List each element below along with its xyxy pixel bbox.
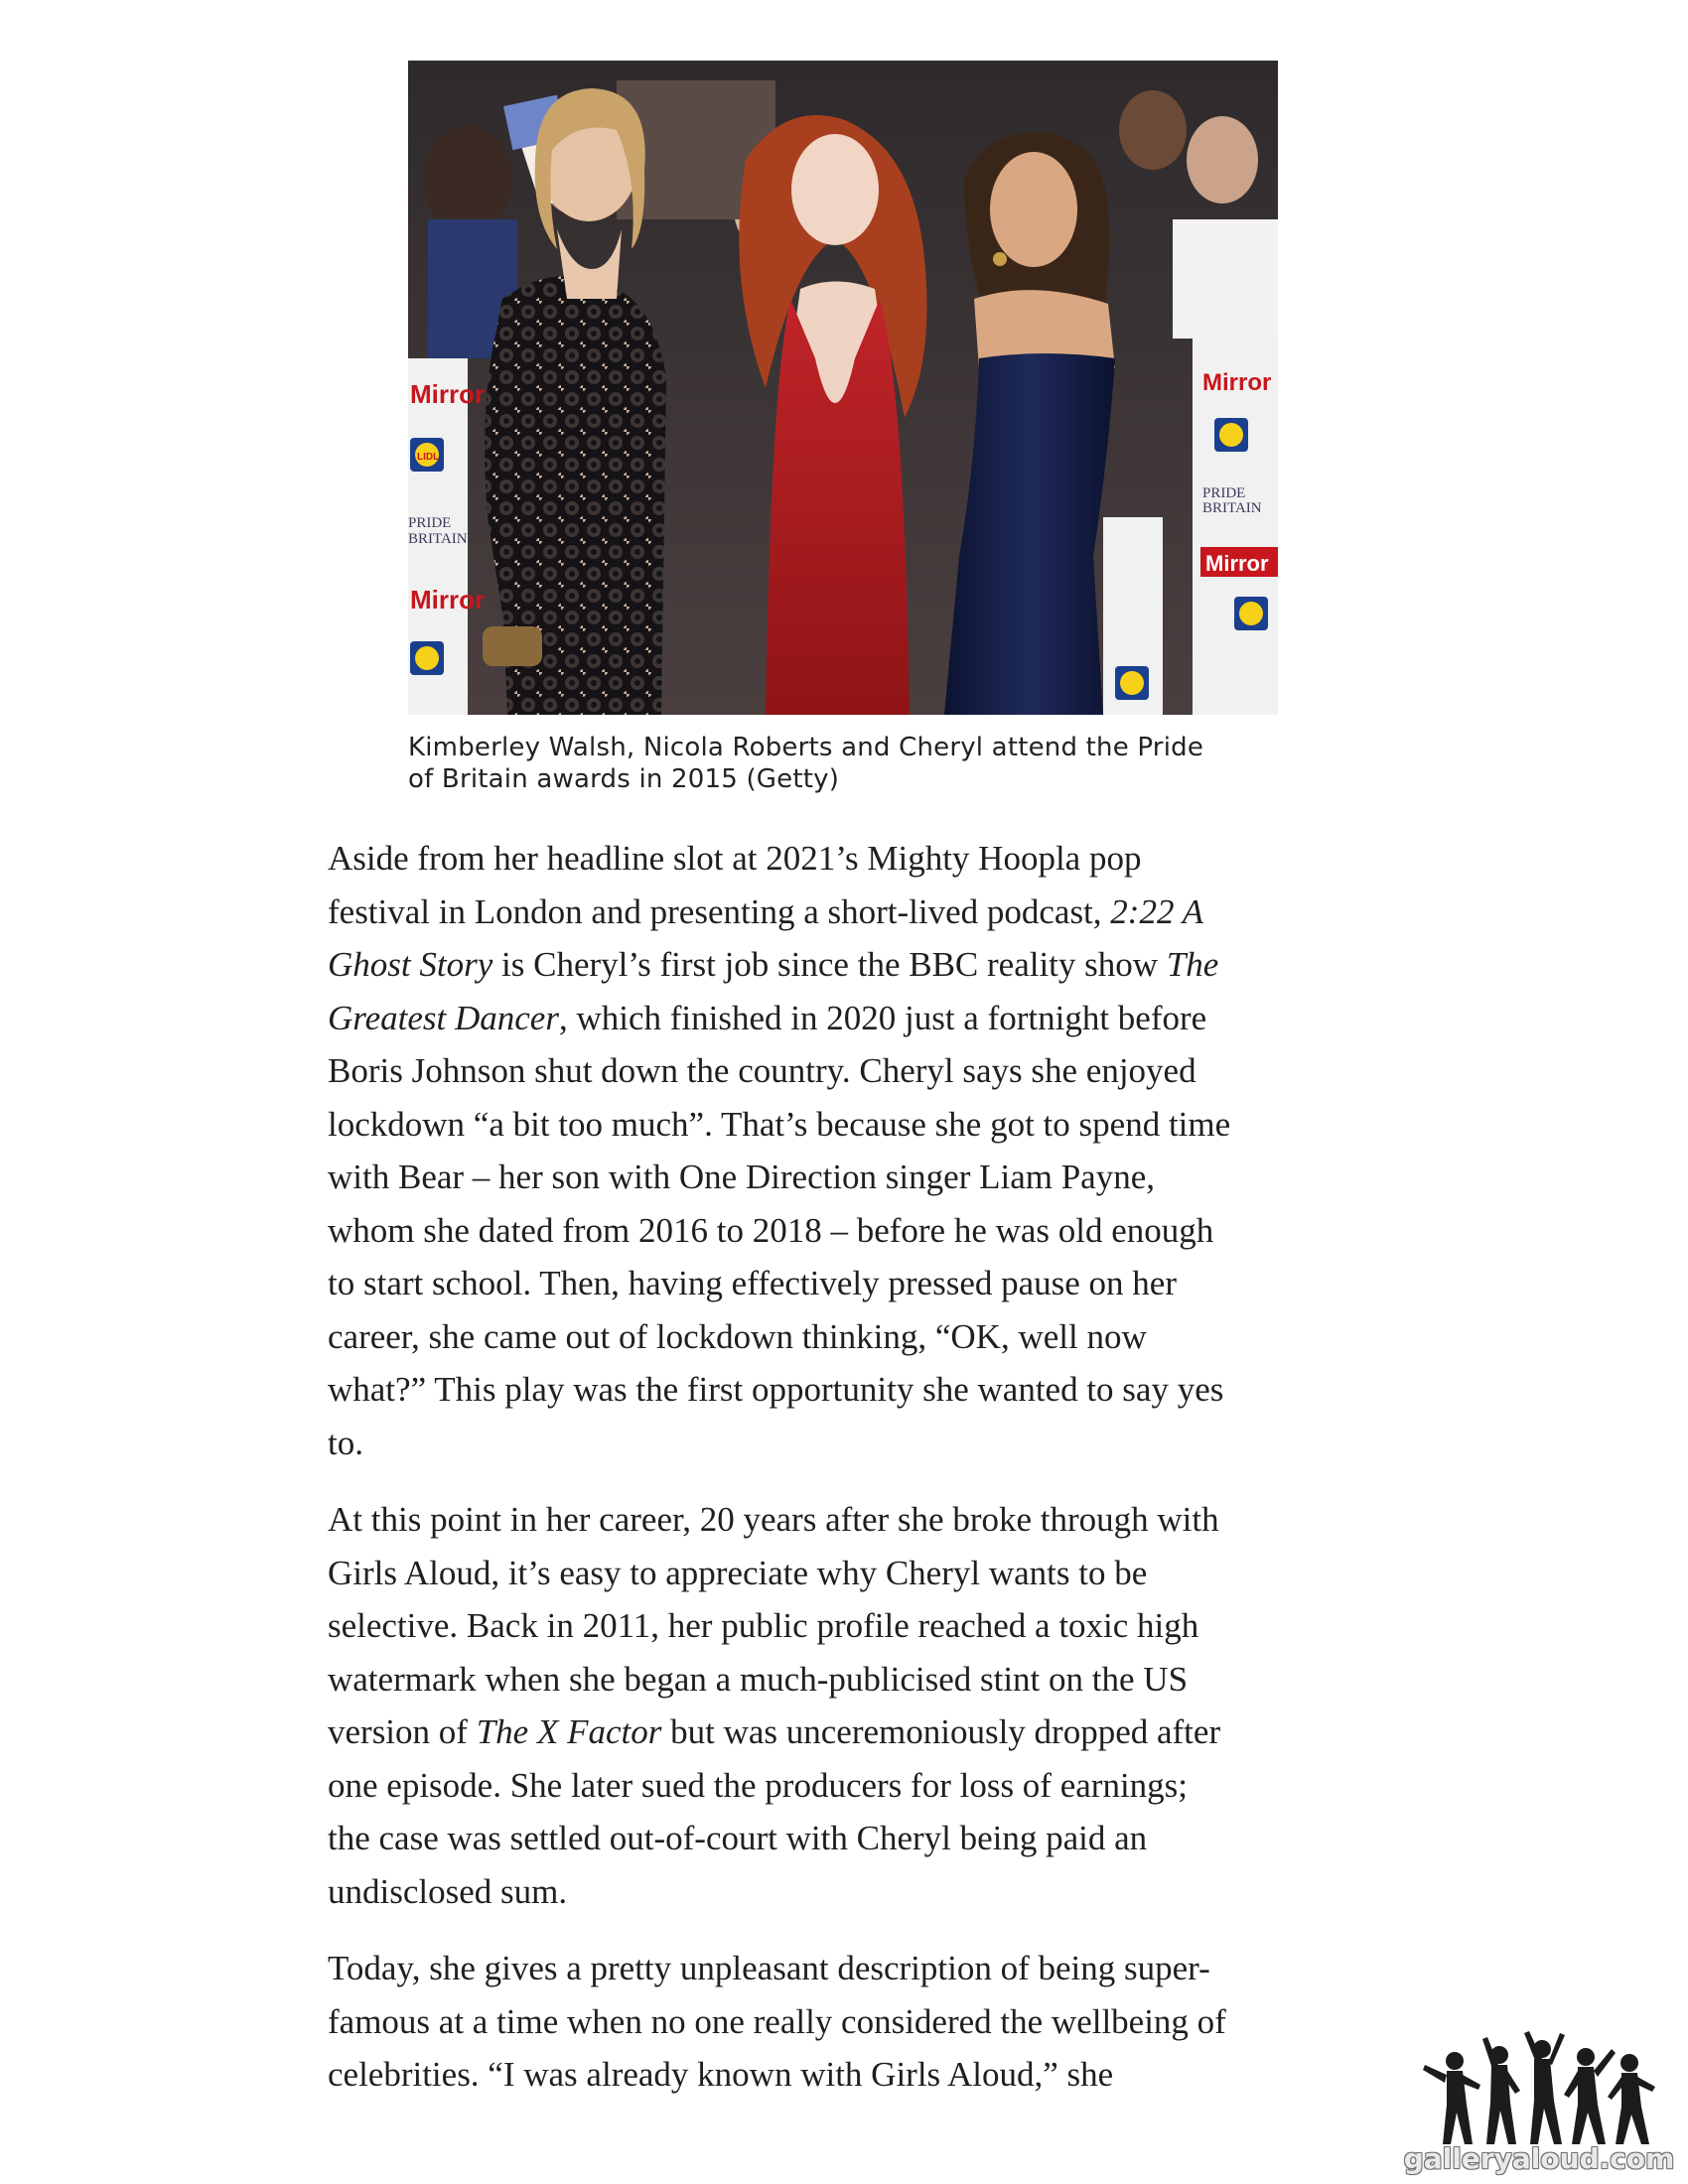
- text-line: one episode. She later sued the producers for loss of earnings;: [328, 1765, 1189, 1805]
- text-line: Today, she gives a pretty unpleasant description of being super-: [328, 1949, 1210, 1987]
- board-mirror-1: Mirror: [410, 379, 486, 409]
- text-line: to start school. Then, having effectively pressed pause on her: [328, 1264, 1177, 1302]
- text-line: Greatest Dancer, which finished in 2020 just a fortnight before: [328, 998, 1207, 1037]
- paragraph-3: [328, 1942, 1370, 2102]
- text-line: the case was settled out-of-court with Cheryl being paid an: [328, 1819, 1148, 1857]
- text-line: what?” This play was the first opportunity she wanted to say yes: [328, 1370, 1224, 1409]
- text-line: celebrities. “I was already known with Girls Aloud,” she: [328, 2055, 1114, 2094]
- site-watermark: [1395, 2025, 1683, 2174]
- board-lidl-1: LIDL: [417, 452, 440, 463]
- text-line: version of The X Factor but was unceremoniously dropped after: [328, 1712, 1221, 1751]
- text-line: watermark when she began a much-publicised stint on the US: [328, 1659, 1189, 1699]
- caption-line: Kimberley Walsh, Nicola Roberts and Cheryl attend the Pride: [408, 733, 1204, 762]
- text-line: lockdown “a bit too much”. That’s because she got to spend time: [328, 1104, 1231, 1144]
- text-line: festival in London and presenting a short-lived podcast, 2:22 A: [328, 891, 1203, 931]
- text-line: famous at a time when no one really considered the wellbeing of: [328, 2001, 1226, 2041]
- article-body: [328, 832, 1370, 2125]
- text-line: Ghost Story is Cheryl’s first job since the BBC reality show The: [328, 945, 1219, 984]
- dancers-silhouette-icon: [1395, 2025, 1683, 2149]
- paragraph-2: [328, 1493, 1370, 1918]
- board-mirror-4: Mirror: [1205, 551, 1269, 576]
- photo-illustration: [408, 61, 1278, 715]
- text-line: selective. Back in 2011, her public profile reached a toxic high: [328, 1606, 1199, 1645]
- board-pride-1: PRIDE: [408, 515, 452, 531]
- text-line: Aside from her headline slot at 2021’s Mighty Hoopla pop: [328, 839, 1142, 878]
- board-mirror-3: Mirror: [1202, 369, 1272, 396]
- caption-line: of Britain awards in 2015 (Getty): [408, 764, 840, 794]
- red-carpet-photo: [408, 61, 1278, 715]
- text-line: with Bear – her son with One Direction singer Liam Payne,: [328, 1158, 1155, 1196]
- text-line: whom she dated from 2016 to 2018 – before he was old enough: [328, 1210, 1214, 1250]
- board-mirror-2: Mirror: [410, 585, 486, 614]
- text-line: to.: [328, 1423, 363, 1462]
- photo-caption: [408, 732, 1302, 795]
- text-line: Boris Johnson shut down the country. Cheryl says she enjoyed: [328, 1051, 1196, 1090]
- text-line: Girls Aloud, it’s easy to appreciate why Cheryl wants to be: [328, 1553, 1148, 1592]
- board-britain-1: BRITAIN: [408, 531, 468, 547]
- watermark-text: galleryaloud.com: [1403, 2142, 1675, 2175]
- board-pride-2: PRIDE: [1202, 485, 1246, 501]
- text-line: undisclosed sum.: [328, 1871, 568, 1911]
- text-line: career, she came out of lockdown thinking, “OK, well now: [328, 1316, 1147, 1356]
- board-britain-2: BRITAIN: [1202, 500, 1262, 516]
- paragraph-1: [328, 832, 1370, 1469]
- text-line: At this point in her career, 20 years after she broke through with: [328, 1500, 1219, 1539]
